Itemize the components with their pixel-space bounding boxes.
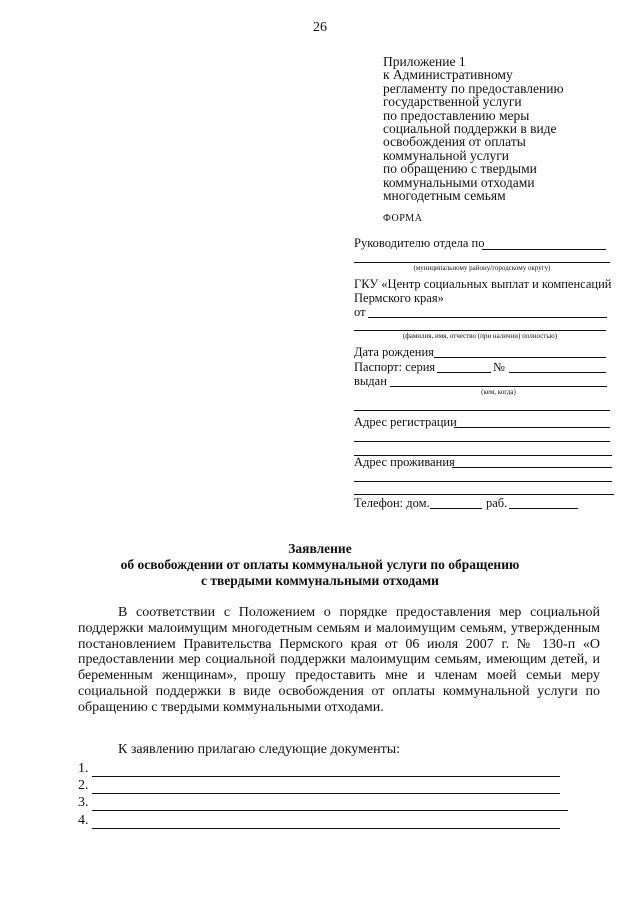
fio-caption: (фамилия, имя, отчество (при наличии) полностью) bbox=[402, 332, 558, 340]
birth-date-line[interactable] bbox=[434, 357, 606, 358]
from-line[interactable] bbox=[368, 317, 607, 318]
issued-caption: (кем, когда) bbox=[481, 388, 516, 396]
appendix-heading bbox=[383, 55, 564, 202]
birth-date-label: Дата рождения bbox=[354, 345, 434, 359]
residence-address-line[interactable] bbox=[452, 467, 612, 468]
doc-number: 1. bbox=[78, 761, 89, 776]
doc-number: 3. bbox=[78, 795, 89, 810]
registration-address-label: Адрес регистрации bbox=[354, 415, 457, 429]
appendix-line: регламенту по предоставлению bbox=[383, 80, 564, 96]
gku-line1: ГКУ «Центр социальных выплат и компенсаций bbox=[354, 277, 612, 291]
phone-work-label: раб. bbox=[486, 496, 508, 510]
appendix-line: коммунальными отходами bbox=[383, 174, 535, 190]
head-of-department-label: Руководителю отдела по bbox=[354, 236, 485, 250]
form-label: ФОРМА bbox=[383, 213, 423, 224]
doc-line-4[interactable] bbox=[92, 828, 560, 829]
phone-home-line[interactable] bbox=[430, 508, 482, 509]
phone-home-label: Телефон: дом. bbox=[354, 496, 430, 510]
statement-title: Заявление bbox=[288, 541, 352, 556]
appendix-line: освобождения от оплаты bbox=[383, 134, 526, 150]
registration-address-line[interactable] bbox=[454, 427, 610, 428]
from-label: от bbox=[354, 305, 366, 319]
fio-line[interactable] bbox=[354, 330, 606, 331]
appendix-line: социальной поддержки в виде bbox=[383, 121, 557, 137]
doc-line-2[interactable] bbox=[92, 793, 560, 794]
issued-line[interactable] bbox=[390, 386, 607, 387]
statement-body: В соответствии с Положением о порядке предоставления мер социальной поддержки малоимущим многодетным семьям и малоимущим семьям, утвержденным постановлением Правительства Пермского края от 06 июля 2007 г. № 130-п «О предоставлении мер социальной поддержки малоимущим семьям, имеющим детей, и беременным женщинам», прошу предоставить мне и членам моей семьи меру социальной поддержки в виде освобождения от оплаты коммунальной услуги по обращению с твердыми коммунальными отходами. bbox=[78, 605, 600, 715]
appendix-line: по предоставлению меры bbox=[383, 107, 530, 123]
appendix-line: к Административному bbox=[383, 67, 513, 83]
phone-work-line[interactable] bbox=[509, 508, 578, 509]
head-of-department-line[interactable] bbox=[482, 249, 606, 250]
doc-number: 2. bbox=[78, 778, 89, 793]
municipality-caption: (муниципальному району/городскому округу) bbox=[413, 264, 551, 272]
doc-line-1[interactable] bbox=[92, 776, 560, 777]
passport-series-line[interactable] bbox=[437, 372, 491, 373]
statement-subtitle-2: с твердыми коммунальными отходами bbox=[201, 573, 439, 588]
passport-number-line[interactable] bbox=[509, 372, 606, 373]
appendix-line: по обращению с твердыми bbox=[383, 161, 537, 177]
appendix-line: многодетным семьям bbox=[383, 188, 506, 204]
residence-address-line-3[interactable] bbox=[354, 494, 614, 495]
municipality-line[interactable] bbox=[354, 262, 610, 263]
doc-line-3[interactable] bbox=[92, 810, 568, 811]
issued-extra-line[interactable] bbox=[354, 410, 610, 411]
registration-address-line-2[interactable] bbox=[354, 441, 610, 442]
residence-address-label: Адрес проживания bbox=[354, 455, 455, 469]
doc-number: 4. bbox=[78, 813, 89, 828]
page-number: 26 bbox=[313, 20, 327, 35]
passport-number-label: № bbox=[493, 360, 505, 374]
gku-line2: Пермского края» bbox=[354, 291, 444, 305]
appendix-line: государственной услуги bbox=[383, 94, 522, 110]
issued-label: выдан bbox=[354, 374, 387, 388]
passport-series-label: Паспорт: серия bbox=[354, 360, 436, 374]
residence-address-line-2[interactable] bbox=[354, 481, 612, 482]
statement-subtitle-1: об освобождении от оплаты коммунальной услуги по обращению bbox=[120, 557, 520, 572]
appendix-line: коммунальной услуги bbox=[383, 147, 509, 163]
appendix-line: Приложение 1 bbox=[383, 54, 466, 69]
attach-intro: К заявлению прилагаю следующие документы: bbox=[118, 742, 401, 757]
